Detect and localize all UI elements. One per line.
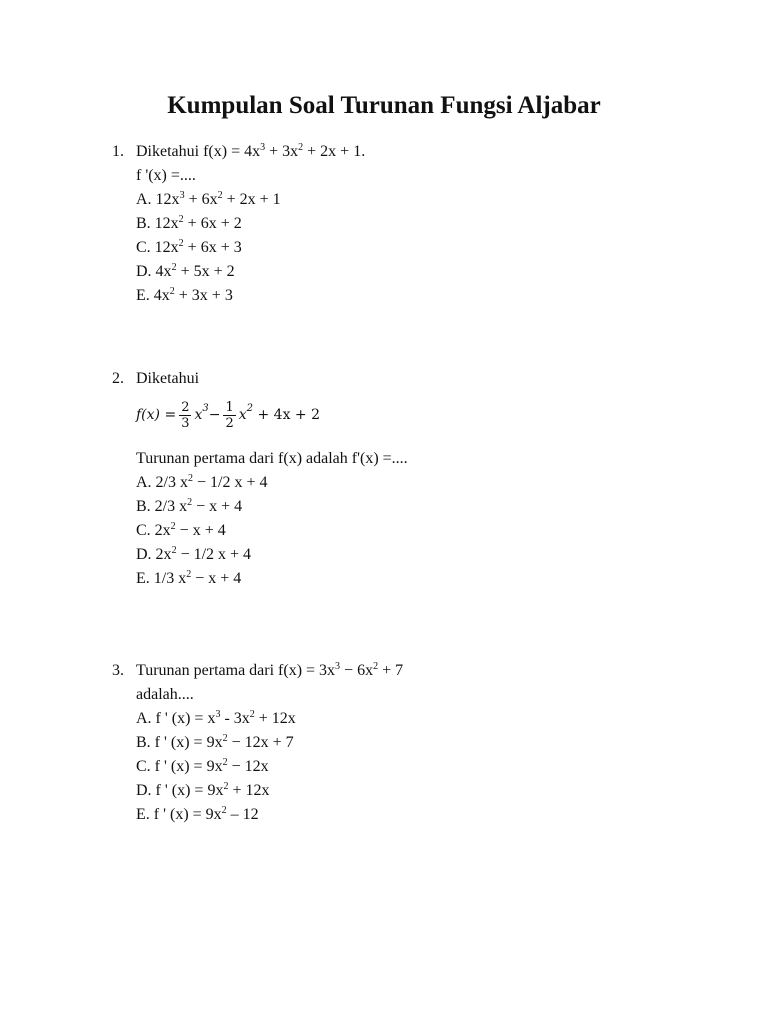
option-c	[112, 755, 672, 779]
option-text: A. f ' (x) = x	[136, 710, 216, 727]
option-text: + 6x + 2	[183, 215, 242, 232]
exponent: 2	[170, 521, 176, 532]
exponent: 2	[171, 262, 177, 273]
option-e	[112, 803, 672, 827]
question-prompt: adalah....	[136, 686, 194, 703]
function-formula: f(x) = $\frac{2}{3}$ x $^3$ − $\frac{1}{2}$ x $^2$ + 4x + 2	[136, 399, 321, 431]
option-text: − x + 4	[175, 522, 226, 539]
option-d	[112, 779, 672, 803]
option-text: B. 2/3 x	[136, 498, 188, 515]
stem-text: + 7	[378, 662, 404, 679]
fraction-numerator: 1	[225, 399, 234, 415]
stem-text: + 3x	[265, 143, 299, 160]
option-text: − 1/2 x + 4	[193, 474, 268, 491]
exponent: 2	[188, 473, 193, 484]
exponent: 2	[249, 709, 255, 720]
exponent: 2	[171, 545, 177, 556]
option-text: D. 2x	[136, 546, 172, 563]
option-text: + 6x	[184, 191, 218, 208]
option-text: E. 1/3 x	[136, 570, 187, 587]
option-text: B. 12x	[136, 215, 179, 232]
option-text: A. 12x	[136, 191, 180, 208]
exponent: 3	[260, 142, 266, 153]
option-text: − x + 4	[192, 498, 243, 515]
option-text: − 12x	[227, 758, 269, 775]
fraction-numerator: 2	[181, 399, 190, 415]
question-stem	[112, 659, 672, 683]
exponent: 2	[169, 286, 175, 297]
question-number: 2.	[112, 370, 124, 387]
option-text: D. f ' (x) = 9x	[136, 782, 224, 799]
exponent: 2	[373, 661, 379, 672]
option-text: - 3x	[220, 710, 250, 727]
option-a	[112, 188, 672, 212]
formula-lhs: f(x) =	[136, 407, 177, 423]
option-a	[112, 707, 672, 731]
question-stem	[112, 140, 672, 164]
exponent: 2	[221, 805, 227, 816]
exponent: 2	[178, 238, 184, 249]
page-title: Kumpulan Soal Turunan Fungsi Aljabar	[167, 92, 601, 119]
option-text: C. 12x	[136, 239, 179, 256]
formula-tail: + 4x + 2	[253, 407, 321, 423]
stem-text: Diketahui	[136, 370, 200, 387]
fraction-denominator: 2	[225, 415, 234, 431]
exponent: 2	[298, 142, 304, 153]
exponent: 3	[215, 709, 221, 720]
fraction-denominator: 3	[181, 415, 190, 431]
option-text: E. 4x	[136, 287, 170, 304]
option-c	[112, 519, 672, 543]
option-text: + 12x	[254, 710, 296, 727]
variable: x	[194, 407, 203, 423]
option-c	[112, 236, 672, 260]
option-text: E. f ' (x) = 9x	[136, 806, 222, 823]
option-text: − x + 4	[191, 570, 242, 587]
option-text: + 5x + 2	[176, 263, 235, 280]
option-text: C. f ' (x) = 9x	[136, 758, 223, 775]
exponent: 2	[217, 190, 223, 201]
option-e	[112, 567, 672, 591]
option-text: + 12x	[228, 782, 270, 799]
stem-text: − 6x	[340, 662, 374, 679]
question-prompt: Turunan pertama dari f(x) adalah f'(x) =....	[136, 450, 408, 467]
question-number: 1.	[112, 143, 124, 160]
exponent: 2	[187, 497, 193, 508]
option-text: + 3x + 3	[174, 287, 233, 304]
exponent: 2	[186, 569, 192, 580]
exponent: 2	[178, 214, 184, 225]
exponent: 2	[222, 733, 228, 744]
operator: −	[208, 407, 221, 423]
option-text: − 1/2 x + 4	[176, 546, 252, 563]
option-d	[112, 260, 672, 284]
option-a	[112, 471, 672, 495]
option-text: + 2x + 1	[222, 191, 281, 208]
option-b	[112, 495, 672, 519]
variable: x	[238, 407, 247, 423]
fraction	[179, 400, 191, 431]
question-stem	[112, 367, 672, 391]
option-b	[112, 212, 672, 236]
stem-text: Turunan pertama dari f(x) = 3x	[136, 662, 336, 679]
question-1	[112, 140, 672, 308]
option-e	[112, 284, 672, 308]
question-2	[112, 367, 672, 591]
question-number: 3.	[112, 662, 124, 679]
option-text: C. 2x	[136, 522, 171, 539]
fraction	[223, 400, 235, 431]
question-3	[112, 659, 672, 827]
option-text: − 12x + 7	[227, 734, 294, 751]
option-text: + 6x + 3	[183, 239, 242, 256]
stem-text: + 2x + 1.	[303, 143, 366, 160]
option-b	[112, 731, 672, 755]
option-text: A. 2/3 x	[136, 474, 188, 491]
stem-text: Diketahui f(x) = 4x	[136, 143, 261, 160]
exponent: 3	[179, 190, 185, 201]
option-text: – 12	[226, 806, 259, 823]
option-d	[112, 543, 672, 567]
exponent: 3	[335, 661, 341, 672]
exponent: 2	[222, 757, 228, 768]
question-prompt: f '(x) =....	[136, 167, 196, 184]
option-text: D. 4x	[136, 263, 172, 280]
option-text: B. f ' (x) = 9x	[136, 734, 223, 751]
exponent: 2	[223, 781, 229, 792]
